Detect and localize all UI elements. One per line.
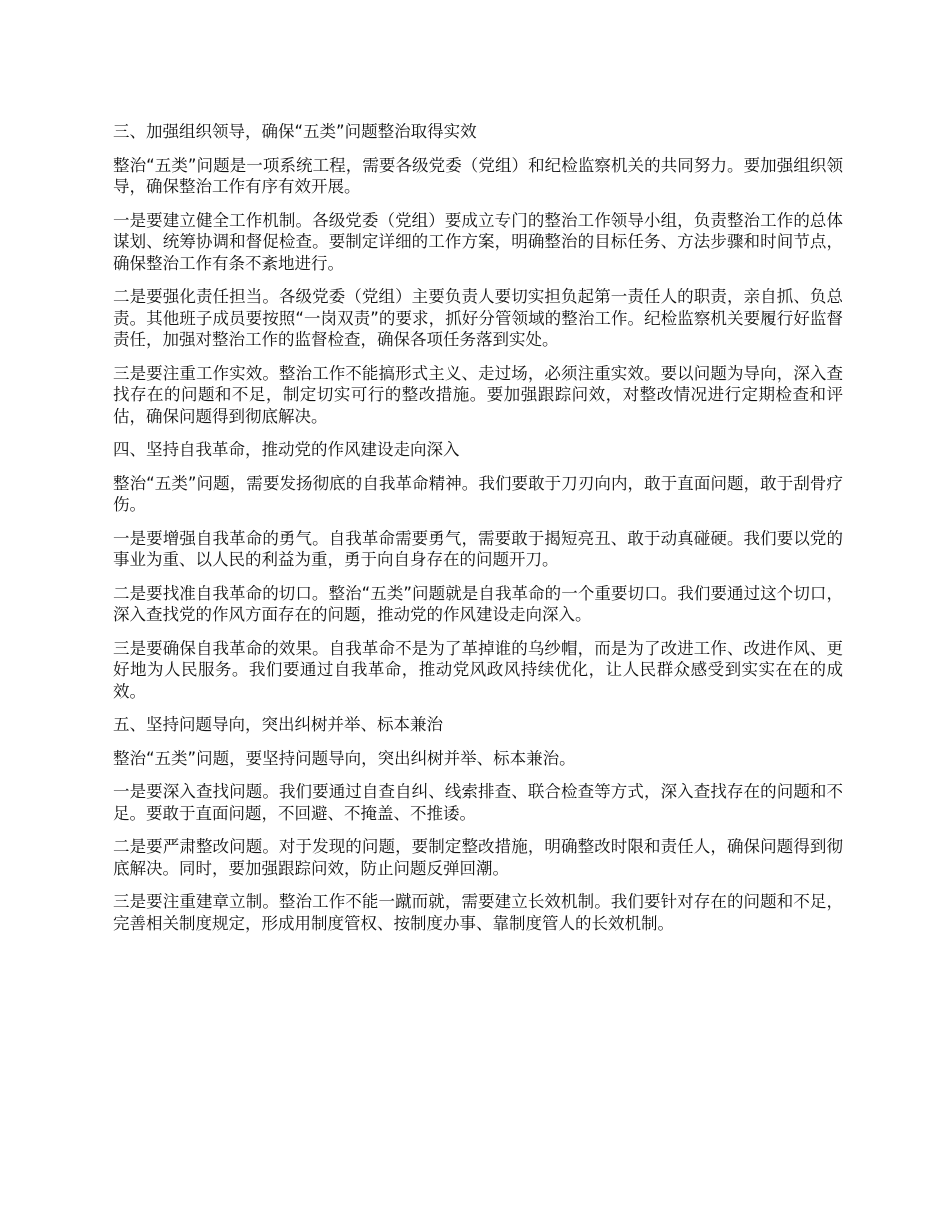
paragraph: 整治“五类”问题，要坚持问题导向，突出纠树并举、标本兼治。 [113, 748, 576, 768]
paragraph: 一是要深入查找问题。我们要通过自查自纠、线索排查、联合检查等方式，深入查找存在的问题和不足。要敢于直面问题，不回避、不掩盖、不推诿。 [113, 782, 843, 823]
section-heading-5: 五、坚持问题导向，突出纠树并举、标本兼治 [113, 715, 443, 734]
document-body [113, 121, 843, 946]
paragraph: 整治“五类”问题是一项系统工程，需要各级党委（党组）和纪检监察机关的共同努力。要加强组织领导，确保整治工作有序有效开展。 [113, 155, 843, 196]
paragraph: 一是要建立健全工作机制。各级党委（党组）要成立专门的整治工作领导小组，负责整治工作的总体谋划、统筹协调和督促检查。要制定详细的工作方案，明确整治的目标任务、方法步骤和时间节点，确保整治工作有条不紊地进行。 [113, 210, 843, 273]
paragraph: 三是要注重建章立制。整治工作不能一蹴而就，需要建立长效机制。我们要针对存在的问题和不足，完善相关制度规定，形成用制度管权、按制度办事、靠制度管人的长效机制。 [113, 892, 843, 933]
paragraph: 整治“五类”问题，需要发扬彻底的自我革命精神。我们要敢于刀刃向内，敢于直面问题，敢于刮骨疗伤。 [113, 473, 843, 514]
paragraph: 二是要强化责任担当。各级党委（党组）主要负责人要切实担负起第一责任人的职责，亲自抓、负总责。其他班子成员要按照“一岗双责”的要求，抓好分管领域的整治工作。纪检监察机关要履行好监督责任，加强对整治工作的监督检查，确保各项任务落到实处。 [113, 287, 843, 349]
paragraph: 三是要注重工作实效。整治工作不能搞形式主义、走过场，必须注重实效。要以问题为导向，深入查找存在的问题和不足，制定切实可行的整改措施。要加强跟踪问效，对整改情况进行定期检查和评估，确保问题得到彻底解决。 [113, 363, 843, 426]
paragraph: 二是要找准自我革命的切口。整治“五类”问题就是自我革命的一个重要切口。我们要通过这个切口，深入查找党的作风方面存在的问题，推动党的作风建设走向深入。 [113, 583, 843, 624]
section-heading-4: 四、坚持自我革命，推动党的作风建设走向深入 [113, 440, 460, 459]
section-heading-3: 三、加强组织领导，确保“五类”问题整治取得实效 [113, 122, 477, 141]
paragraph: 一是要增强自我革命的勇气。自我革命需要勇气，需要敢于揭短亮丑、敢于动真碰硬。我们要以党的事业为重、以人民的利益为重，勇于向自身存在的问题开刀。 [113, 528, 843, 569]
paragraph: 三是要确保自我革命的效果。自我革命不是为了革掉谁的乌纱帽，而是为了改进工作、改进作风、更好地为人民服务。我们要通过自我革命，推动党风政风持续优化，让人民群众感受到实实在在的成效。 [113, 638, 843, 701]
paragraph: 二是要严肃整改问题。对于发现的问题，要制定整改措施，明确整改时限和责任人，确保问题得到彻底解决。同时，要加强跟踪问效，防止问题反弹回潮。 [113, 837, 843, 878]
